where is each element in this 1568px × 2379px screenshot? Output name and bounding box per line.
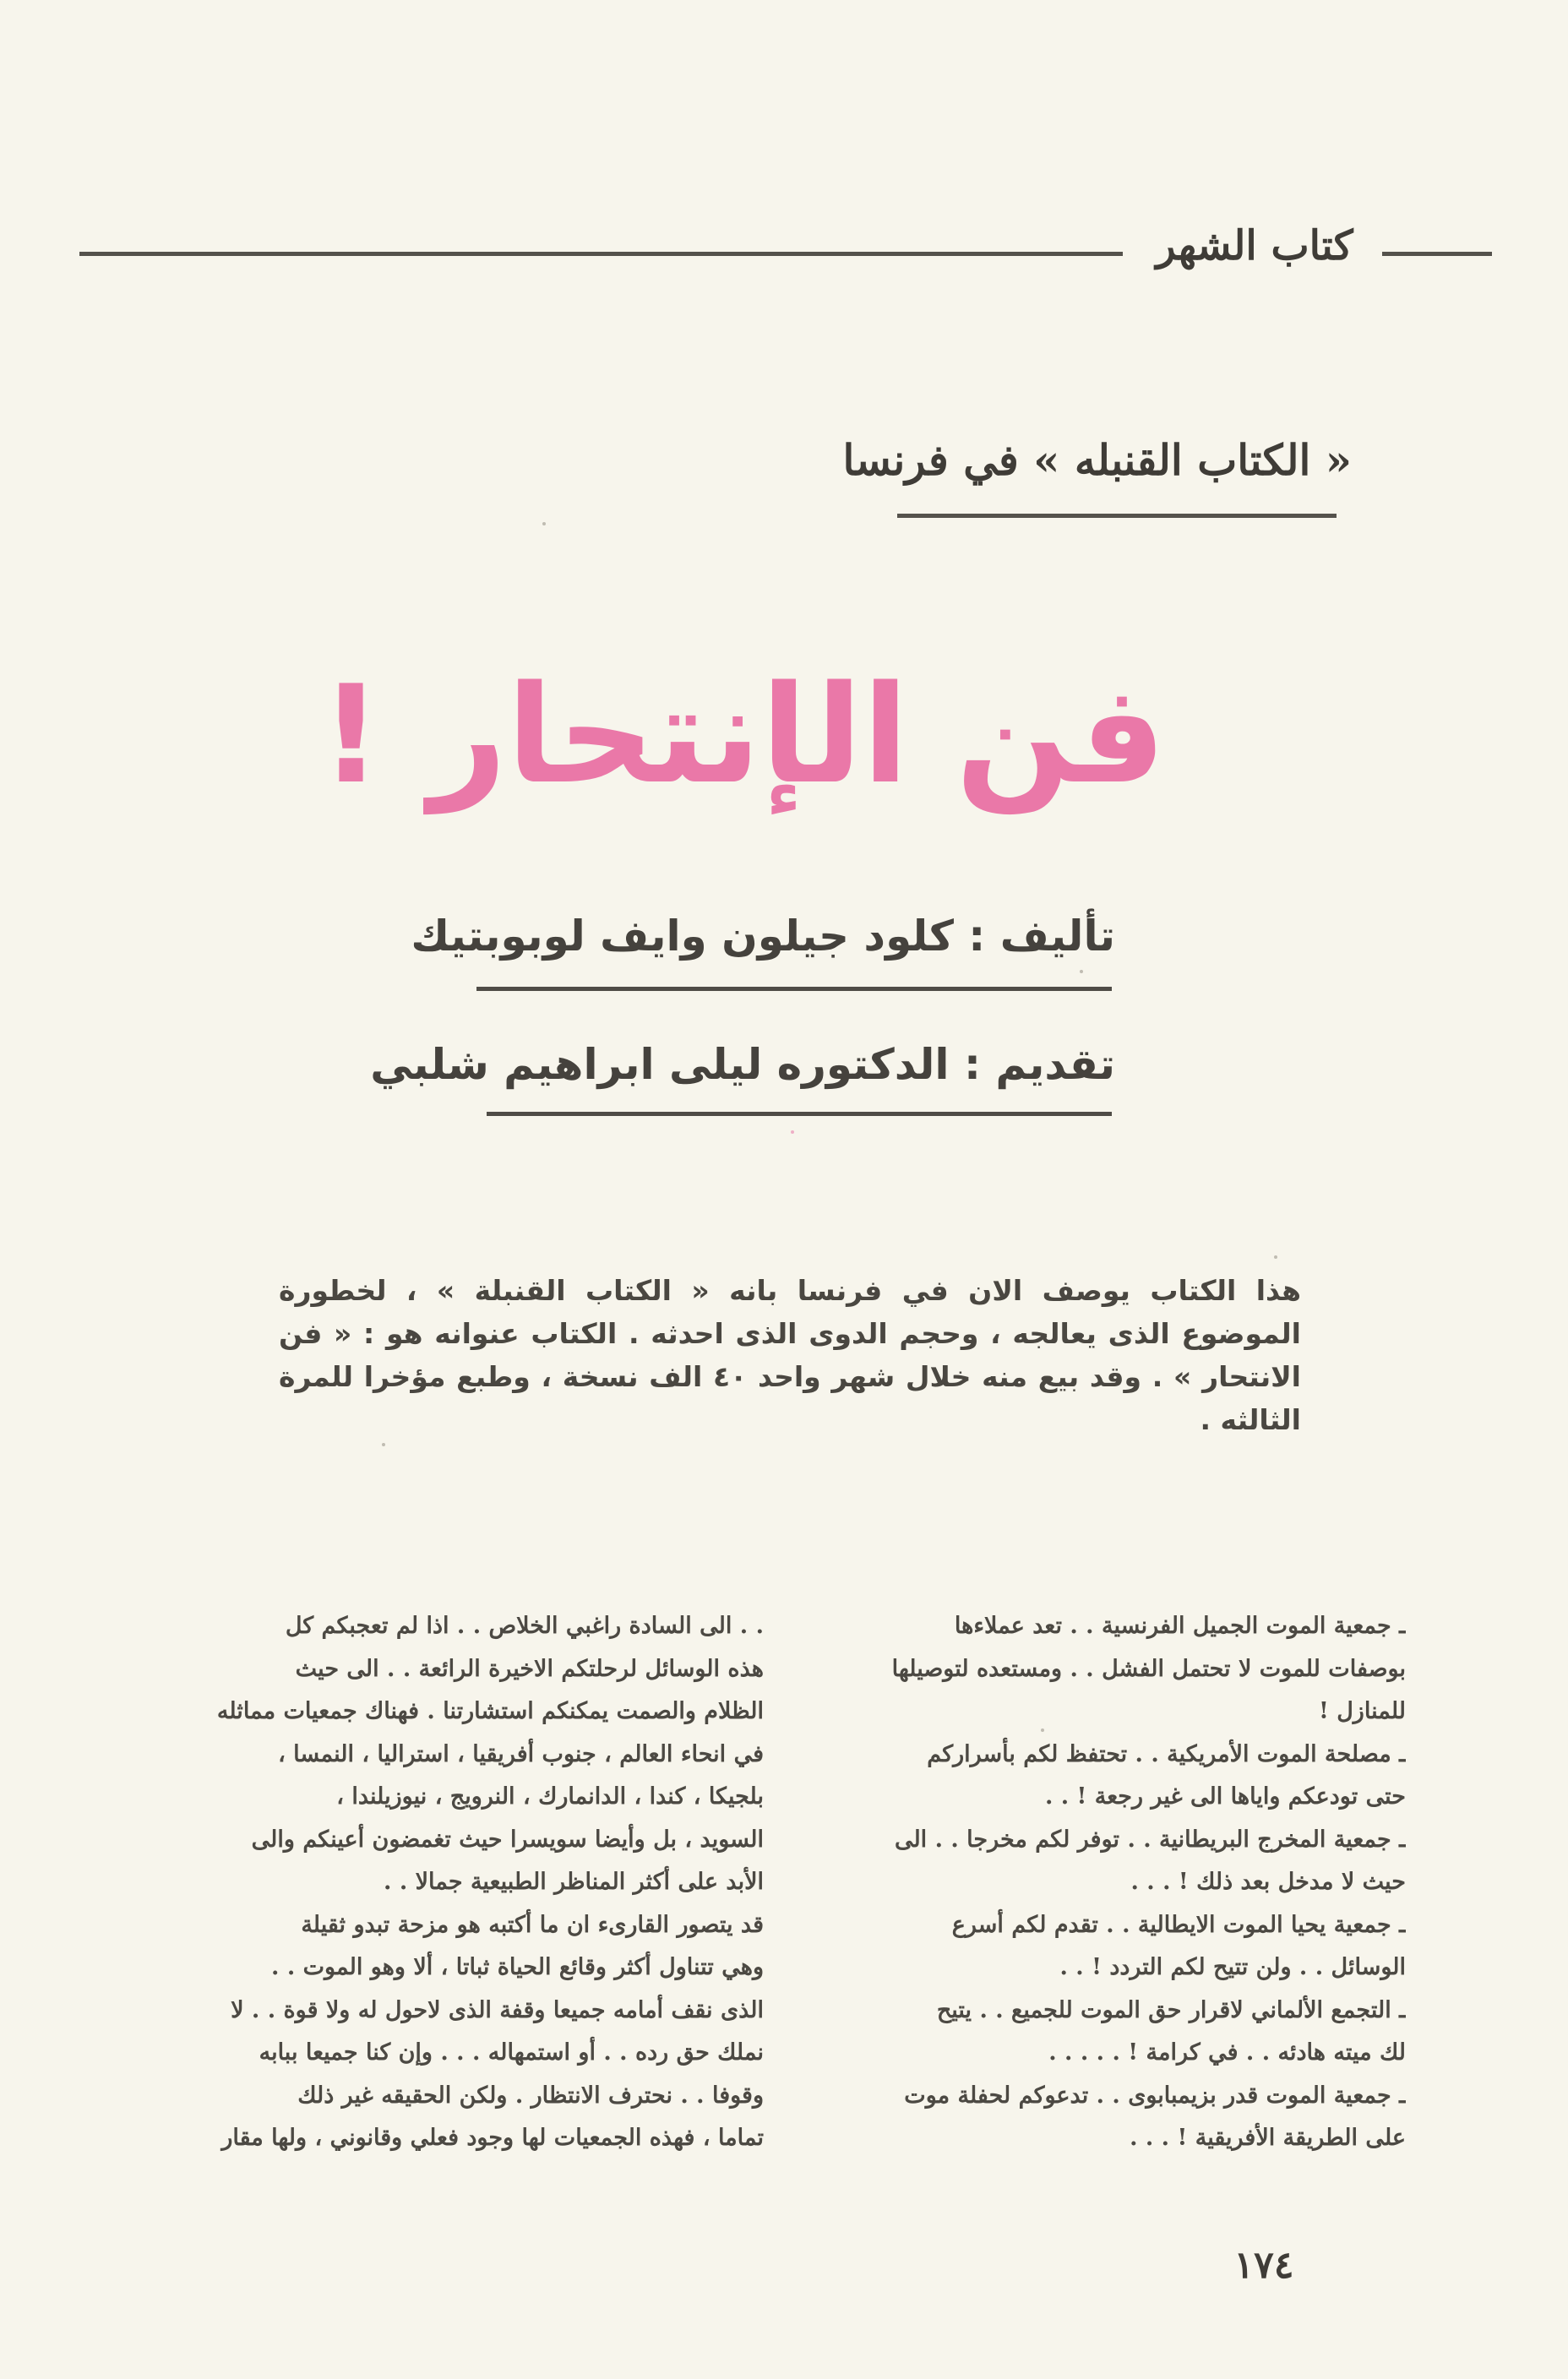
column-line: ـ جمعية الموت قدر بزيمبابوى . . تدعوكم لحفلة موت xyxy=(904,2082,1406,2109)
column-line: ـ جمعية يحيا الموت الايطالية . . تقدم لكم أسرع xyxy=(951,1911,1406,1938)
column-line: نملك حق رده . . أو استمهاله . . . وإن كنا جميعا ببابه xyxy=(259,2039,764,2066)
column-line: حتى تودعكم واياها الى غير رجعة ! . . xyxy=(1044,1783,1406,1810)
column-line: قد يتصور القارىء ان ما أكتبه هو مزحة تبدو ثقيلة xyxy=(301,1911,764,1938)
left-column xyxy=(162,1605,764,2213)
column-line: بوصفات للموت لا تحتمل الفشل . . ومستعده لتوصيلها xyxy=(891,1655,1406,1682)
column-line: وهي تتناول أكثر وقائع الحياة ثباتا ، ألا وهو الموت . . xyxy=(271,1954,764,1980)
column-line: ـ جمعية المخرج البريطانية . . توفر لكم مخرجا . . الى xyxy=(894,1826,1406,1853)
page-number: ١٧٤ xyxy=(1233,2244,1294,2287)
introduction-credit: تقديم : الدكتوره ليلى ابراهيم شلبي xyxy=(370,1040,1115,1089)
column-line: . . الى السادة راغبي الخلاص . . اذا لم تعجبكم كل xyxy=(285,1613,764,1639)
author-credit: تأليف : كلود جيلون وايف لوبوبتيك xyxy=(411,912,1115,961)
column-line: حيث لا مدخل بعد ذلك ! . . . xyxy=(1130,1869,1406,1895)
column-line: على الطريقة الأفريقية ! . . . xyxy=(1130,2125,1406,2151)
column-line: ـ التجمع الألماني لاقرار حق الموت للجميع . . يتيح xyxy=(936,1996,1406,2023)
author-credit-underline xyxy=(476,987,1112,991)
header-rule-short xyxy=(1382,252,1492,256)
subtitle-underline xyxy=(897,514,1337,518)
column-line: ـ جمعية الموت الجميل الفرنسية . . تعد عملاءها xyxy=(954,1613,1406,1639)
column-line: الوسائل . . ولن تتيح لكم التردد ! . . xyxy=(1059,1954,1406,1980)
section-label: كتاب الشهر xyxy=(1156,222,1353,269)
intro-paragraph: هذا الكتاب يوصف الان في فرنسا بانه « الكتاب القنبلة » ، لخطورة الموضوع الذى يعالجه ، وحجم الدوى الذى احدثه . الكتاب عنوانه هو : « فن الانتحار » . وقد بيع منه خلال شهر واحد ٤٠ الف نسخة ، وطبع مؤخرا للمرة الثالثه . xyxy=(279,1274,1301,1436)
column-line: وقوفا . . نحترف الانتظار . ولكن الحقيقه غير ذلك xyxy=(297,2082,764,2109)
column-line: تماما ، فهذه الجمعيات لها وجود فعلي وقانوني ، ولها مقار xyxy=(221,2125,764,2151)
speck xyxy=(542,522,546,525)
column-line: في انحاء العالم ، جنوب أفريقيا ، استراليا ، النمسا ، xyxy=(278,1740,764,1767)
column-line: السويد ، بل وأيضا سويسرا حيث تغمضون أعينكم والى xyxy=(251,1826,764,1853)
column-line: بلجيكا ، كندا ، الدانمارك ، النرويج ، نيوزيلندا ، xyxy=(336,1783,764,1810)
column-line: لك ميته هادئه . . في كرامة ! . . . . . xyxy=(1048,2039,1406,2066)
header-rule xyxy=(79,252,1123,256)
column-line: للمنازل ! xyxy=(1318,1698,1406,1724)
column-line: الظلام والصمت يمكنكم استشارتنا . فهناك جمعيات مماثله xyxy=(216,1698,764,1724)
right-column xyxy=(814,1605,1406,2163)
introduction-credit-underline xyxy=(487,1112,1112,1116)
column-line: الأبد على أكثر المناظر الطبيعية جمالا . . xyxy=(384,1869,764,1895)
column-line: ـ مصلحة الموت الأمريكية . . تحتفظ لكم بأسراركم xyxy=(927,1740,1406,1767)
article-title: فن الإنتحار ! xyxy=(319,656,1166,814)
article-subtitle: « الكتاب القنبله » في فرنسا xyxy=(842,435,1352,485)
speck xyxy=(791,1130,794,1134)
speck xyxy=(1274,1255,1277,1259)
column-line: الذى نقف أمامه جميعا وقفة الذى لاحول له ولا قوة . . لا xyxy=(231,1996,764,2023)
column-line: هذه الوسائل لرحلتكم الاخيرة الرائعة . . الى حيث xyxy=(295,1655,764,1682)
